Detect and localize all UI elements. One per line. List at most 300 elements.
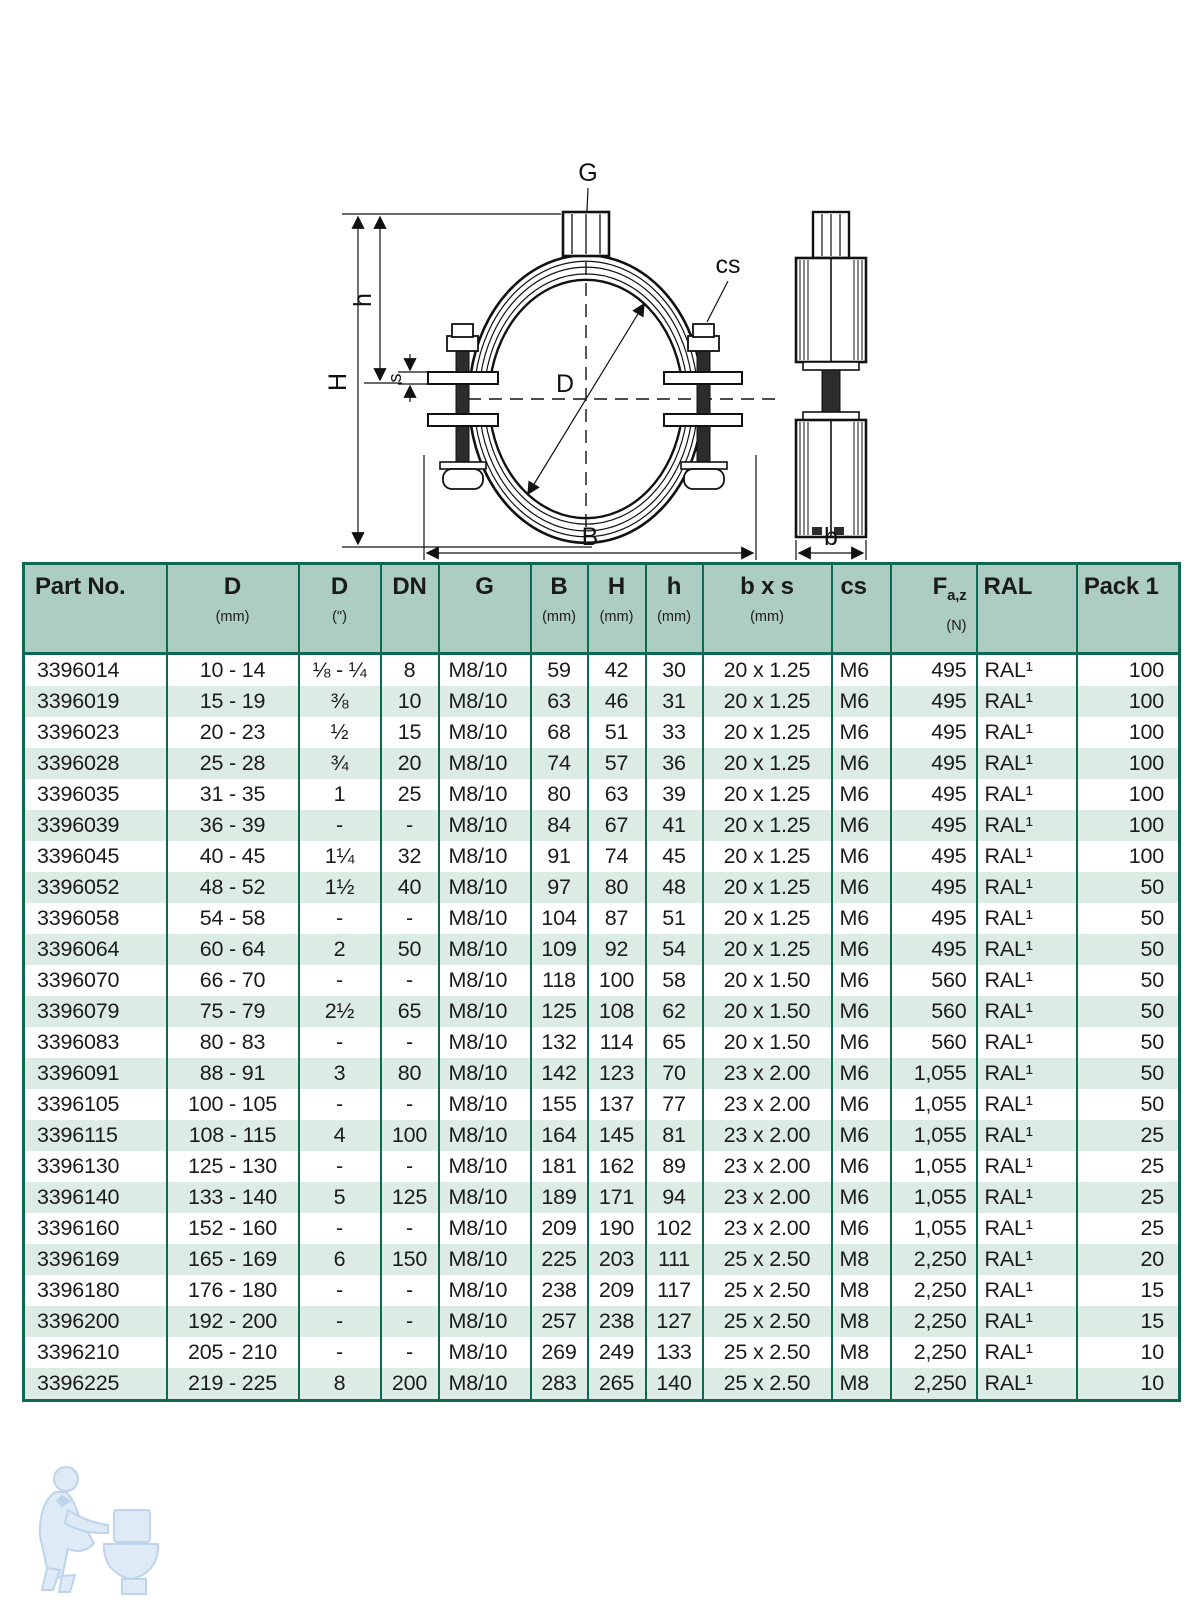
- cell-dmm: 66 - 70: [167, 965, 299, 996]
- cell-faz: 1,055: [891, 1213, 977, 1244]
- cell-partno: 3396200: [37, 1309, 120, 1333]
- cell-dmm: 15 - 19: [167, 686, 299, 717]
- cell-faz: 560: [891, 996, 977, 1027]
- cell-h_cap: 265: [588, 1368, 646, 1401]
- cell-ral: RAL¹: [977, 1213, 1077, 1244]
- cell-partno: 3396130: [37, 1154, 120, 1178]
- cell-h_low: 48: [646, 872, 703, 903]
- cell-cs: M6: [832, 717, 891, 748]
- cell-pack: 50: [1077, 965, 1180, 996]
- cell-dmm: 31 - 35: [167, 779, 299, 810]
- cell-g: M8/10: [439, 1089, 531, 1120]
- table-row: [24, 1275, 1180, 1306]
- cell-h_low: 54: [646, 934, 703, 965]
- cell-dn: 200: [381, 1368, 439, 1401]
- cell-dmm: 80 - 83: [167, 1027, 299, 1058]
- cell-bxs: 23 x 2.00: [703, 1089, 832, 1120]
- cell-bxs: 20 x 1.25: [703, 779, 832, 810]
- col-header-bxs: b x s (mm): [703, 564, 832, 654]
- cell-partno: 3396045: [37, 844, 120, 868]
- cell-ral: RAL¹: [977, 965, 1077, 996]
- cell-cs: M8: [832, 1244, 891, 1275]
- cell-bxs: 25 x 2.50: [703, 1368, 832, 1401]
- cell-g: M8/10: [439, 1244, 531, 1275]
- cell-partno: 3396169: [37, 1247, 120, 1271]
- right-closure-screw: [664, 324, 742, 489]
- cell-b_cap: 59: [531, 654, 588, 687]
- label-thread-G: G: [578, 159, 598, 187]
- cell-faz: 2,250: [891, 1244, 977, 1275]
- cell-dn: -: [381, 1275, 439, 1306]
- cell-pack: 10: [1077, 1368, 1180, 1401]
- cell-din: -: [299, 1337, 381, 1368]
- cell-faz: 2,250: [891, 1275, 977, 1306]
- cell-din: ⅜: [299, 686, 381, 717]
- cell-h_low: 140: [646, 1368, 703, 1401]
- cell-b_cap: 189: [531, 1182, 588, 1213]
- col-header-dn: DN: [381, 564, 439, 654]
- cell-dmm: 125 - 130: [167, 1151, 299, 1182]
- table-row: [24, 1151, 1180, 1182]
- cell-bxs: 25 x 2.50: [703, 1337, 832, 1368]
- table-row: [24, 841, 1180, 872]
- cell-h_low: 65: [646, 1027, 703, 1058]
- cell-ral: RAL¹: [977, 1306, 1077, 1337]
- cell-dn: 80: [381, 1058, 439, 1089]
- cell-dmm: 152 - 160: [167, 1213, 299, 1244]
- table-row: [24, 1089, 1180, 1120]
- table-row: [24, 810, 1180, 841]
- col-header-ral: RAL: [977, 564, 1077, 654]
- cell-g: M8/10: [439, 717, 531, 748]
- cell-cs: M6: [832, 965, 891, 996]
- cell-g: M8/10: [439, 1182, 531, 1213]
- cell-cs: M6: [832, 934, 891, 965]
- cell-dn: 50: [381, 934, 439, 965]
- cell-cs: M6: [832, 810, 891, 841]
- cell-ral: RAL¹: [977, 779, 1077, 810]
- cell-dn: -: [381, 810, 439, 841]
- cell-h_low: 133: [646, 1337, 703, 1368]
- cell-pack: 100: [1077, 686, 1180, 717]
- cell-g: M8/10: [439, 965, 531, 996]
- cell-h_cap: 249: [588, 1337, 646, 1368]
- cell-dmm: 88 - 91: [167, 1058, 299, 1089]
- cell-cs: M6: [832, 1120, 891, 1151]
- cell-pack: 50: [1077, 872, 1180, 903]
- cell-dn: -: [381, 1306, 439, 1337]
- cell-pack: 50: [1077, 934, 1180, 965]
- cell-ral: RAL¹: [977, 1058, 1077, 1089]
- cell-h_cap: 63: [588, 779, 646, 810]
- cell-pack: 15: [1077, 1275, 1180, 1306]
- cell-partno: 3396140: [37, 1185, 120, 1209]
- cell-h_cap: 42: [588, 654, 646, 687]
- cell-h_cap: 145: [588, 1120, 646, 1151]
- cell-dn: 150: [381, 1244, 439, 1275]
- cell-dmm: 165 - 169: [167, 1244, 299, 1275]
- cell-dn: 25: [381, 779, 439, 810]
- plumber-with-toilet-icon: [40, 1467, 158, 1594]
- cell-ral: RAL¹: [977, 872, 1077, 903]
- cell-b_cap: 125: [531, 996, 588, 1027]
- cell-cs: M8: [832, 1306, 891, 1337]
- cell-cs: M6: [832, 748, 891, 779]
- cell-h_cap: 51: [588, 717, 646, 748]
- col-header-g: G: [439, 564, 531, 654]
- cell-din: -: [299, 810, 381, 841]
- cell-ral: RAL¹: [977, 1151, 1077, 1182]
- cell-bxs: 20 x 1.25: [703, 841, 832, 872]
- cell-faz: 560: [891, 1027, 977, 1058]
- cell-h_low: 81: [646, 1120, 703, 1151]
- cell-g: M8/10: [439, 779, 531, 810]
- cell-b_cap: 109: [531, 934, 588, 965]
- cell-faz: 495: [891, 748, 977, 779]
- cell-h_cap: 162: [588, 1151, 646, 1182]
- label-diameter-D: D: [555, 370, 574, 398]
- cell-cs: M6: [832, 1151, 891, 1182]
- cell-faz: 495: [891, 903, 977, 934]
- cell-pack: 25: [1077, 1120, 1180, 1151]
- cell-bxs: 23 x 2.00: [703, 1182, 832, 1213]
- cell-dmm: 176 - 180: [167, 1275, 299, 1306]
- cell-pack: 10: [1077, 1337, 1180, 1368]
- cell-g: M8/10: [439, 686, 531, 717]
- cell-cs: M8: [832, 1368, 891, 1401]
- cell-faz: 495: [891, 779, 977, 810]
- technical-drawing: [0, 0, 1200, 560]
- table-row: [24, 717, 1180, 748]
- cell-partno: 3396070: [37, 968, 120, 992]
- cell-bxs: 25 x 2.50: [703, 1306, 832, 1337]
- col-header-cs: cs: [832, 564, 891, 654]
- cell-b_cap: 118: [531, 965, 588, 996]
- cell-bxs: 20 x 1.25: [703, 686, 832, 717]
- cell-partno: 3396014: [37, 658, 120, 682]
- table-row: [24, 1027, 1180, 1058]
- cell-pack: 100: [1077, 779, 1180, 810]
- cell-h_low: 51: [646, 903, 703, 934]
- cell-ral: RAL¹: [977, 1337, 1077, 1368]
- cell-h_cap: 80: [588, 872, 646, 903]
- label-band-width-b: b: [824, 523, 838, 551]
- cell-faz: 560: [891, 965, 977, 996]
- cell-bxs: 20 x 1.50: [703, 996, 832, 1027]
- col-header-h_low: h (mm): [646, 564, 703, 654]
- col-header-partno: Part No.: [24, 564, 167, 654]
- cell-h_cap: 108: [588, 996, 646, 1027]
- cell-dmm: 192 - 200: [167, 1306, 299, 1337]
- cell-partno: 3396105: [37, 1092, 120, 1116]
- cell-g: M8/10: [439, 903, 531, 934]
- cell-dmm: 219 - 225: [167, 1368, 299, 1401]
- cell-h_low: 111: [646, 1244, 703, 1275]
- cell-partno: 3396052: [37, 875, 120, 899]
- cell-faz: 1,055: [891, 1089, 977, 1120]
- cell-dmm: 60 - 64: [167, 934, 299, 965]
- cell-dmm: 75 - 79: [167, 996, 299, 1027]
- cell-din: ¾: [299, 748, 381, 779]
- cell-cs: M6: [832, 841, 891, 872]
- cell-dn: 20: [381, 748, 439, 779]
- cell-faz: 2,250: [891, 1368, 977, 1401]
- cell-dmm: 48 - 52: [167, 872, 299, 903]
- cell-b_cap: 74: [531, 748, 588, 779]
- cell-h_low: 33: [646, 717, 703, 748]
- cell-partno: 3396023: [37, 720, 120, 744]
- col-header-dmm: D (mm): [167, 564, 299, 654]
- cell-faz: 1,055: [891, 1182, 977, 1213]
- cell-din: 2: [299, 934, 381, 965]
- cell-faz: 495: [891, 841, 977, 872]
- cell-faz: 495: [891, 717, 977, 748]
- cell-h_cap: 190: [588, 1213, 646, 1244]
- cell-h_cap: 171: [588, 1182, 646, 1213]
- cell-din: ⅛ - ¼: [299, 654, 381, 687]
- cell-pack: 100: [1077, 748, 1180, 779]
- cell-dn: 65: [381, 996, 439, 1027]
- cell-din: -: [299, 965, 381, 996]
- cell-cs: M6: [832, 996, 891, 1027]
- table-row: [24, 934, 1180, 965]
- cell-dmm: 40 - 45: [167, 841, 299, 872]
- cell-dn: 32: [381, 841, 439, 872]
- cell-g: M8/10: [439, 748, 531, 779]
- cell-bxs: 23 x 2.00: [703, 1151, 832, 1182]
- label-thickness-s: s: [385, 373, 405, 383]
- cell-h_cap: 92: [588, 934, 646, 965]
- cell-bxs: 25 x 2.50: [703, 1244, 832, 1275]
- cell-h_low: 94: [646, 1182, 703, 1213]
- table-row: [24, 1244, 1180, 1275]
- table-row: [24, 1120, 1180, 1151]
- table-row: [24, 779, 1180, 810]
- cell-partno: 3396058: [37, 906, 120, 930]
- cell-h_low: 31: [646, 686, 703, 717]
- cell-din: 1½: [299, 872, 381, 903]
- cell-cs: M6: [832, 779, 891, 810]
- cell-partno: 3396225: [37, 1371, 120, 1395]
- cell-g: M8/10: [439, 996, 531, 1027]
- cell-bxs: 20 x 1.50: [703, 1027, 832, 1058]
- cell-partno: 3396064: [37, 937, 120, 961]
- cell-ral: RAL¹: [977, 934, 1077, 965]
- cell-h_cap: 87: [588, 903, 646, 934]
- cell-b_cap: 84: [531, 810, 588, 841]
- cell-dn: -: [381, 1151, 439, 1182]
- dimension-table-wrap: [22, 562, 1178, 1402]
- cell-ral: RAL¹: [977, 1182, 1077, 1213]
- cell-h_cap: 114: [588, 1027, 646, 1058]
- col-header-din: D ("): [299, 564, 381, 654]
- cell-g: M8/10: [439, 654, 531, 687]
- cell-din: 6: [299, 1244, 381, 1275]
- cell-din: 8: [299, 1368, 381, 1401]
- cell-cs: M6: [832, 1182, 891, 1213]
- cell-b_cap: 164: [531, 1120, 588, 1151]
- cell-b_cap: 63: [531, 686, 588, 717]
- cell-din: -: [299, 903, 381, 934]
- cell-cs: M6: [832, 686, 891, 717]
- cell-g: M8/10: [439, 934, 531, 965]
- cell-ral: RAL¹: [977, 1027, 1077, 1058]
- cell-ral: RAL¹: [977, 1089, 1077, 1120]
- cell-dmm: 133 - 140: [167, 1182, 299, 1213]
- cell-b_cap: 104: [531, 903, 588, 934]
- cell-b_cap: 181: [531, 1151, 588, 1182]
- cell-partno: 3396028: [37, 751, 120, 775]
- cell-partno: 3396039: [37, 813, 120, 837]
- cell-g: M8/10: [439, 1306, 531, 1337]
- centerlines: [468, 262, 778, 532]
- table-body: [24, 654, 1180, 1401]
- cell-bxs: 20 x 1.25: [703, 810, 832, 841]
- cell-dn: -: [381, 1089, 439, 1120]
- table-row: [24, 1306, 1180, 1337]
- cell-partno: 3396091: [37, 1061, 120, 1085]
- cell-b_cap: 238: [531, 1275, 588, 1306]
- cell-h_low: 77: [646, 1089, 703, 1120]
- cell-ral: RAL¹: [977, 1244, 1077, 1275]
- cell-ral: RAL¹: [977, 748, 1077, 779]
- table-row: [24, 1058, 1180, 1089]
- table-row: [24, 1368, 1180, 1401]
- cell-pack: 20: [1077, 1244, 1180, 1275]
- cell-b_cap: 132: [531, 1027, 588, 1058]
- cell-pack: 50: [1077, 996, 1180, 1027]
- cell-pack: 50: [1077, 1058, 1180, 1089]
- cell-bxs: 20 x 1.25: [703, 903, 832, 934]
- cell-pack: 25: [1077, 1213, 1180, 1244]
- cell-bxs: 25 x 2.50: [703, 1275, 832, 1306]
- cell-h_low: 36: [646, 748, 703, 779]
- table-row: [24, 903, 1180, 934]
- cell-bxs: 20 x 1.25: [703, 872, 832, 903]
- table-row: [24, 872, 1180, 903]
- cell-b_cap: 209: [531, 1213, 588, 1244]
- cell-b_cap: 269: [531, 1337, 588, 1368]
- table-row: [24, 1182, 1180, 1213]
- cell-din: -: [299, 1306, 381, 1337]
- cell-din: 2½: [299, 996, 381, 1027]
- cell-bxs: 20 x 1.25: [703, 934, 832, 965]
- cell-b_cap: 97: [531, 872, 588, 903]
- cell-ral: RAL¹: [977, 841, 1077, 872]
- cell-faz: 495: [891, 686, 977, 717]
- cell-dmm: 36 - 39: [167, 810, 299, 841]
- cell-dn: 125: [381, 1182, 439, 1213]
- cell-bxs: 23 x 2.00: [703, 1058, 832, 1089]
- cell-pack: 25: [1077, 1151, 1180, 1182]
- cell-bxs: 20 x 1.50: [703, 965, 832, 996]
- table-row: [24, 1213, 1180, 1244]
- cell-partno: 3396160: [37, 1216, 120, 1240]
- table-row: [24, 1337, 1180, 1368]
- cell-cs: M6: [832, 654, 891, 687]
- cell-ral: RAL¹: [977, 996, 1077, 1027]
- cell-pack: 100: [1077, 841, 1180, 872]
- cell-cs: M8: [832, 1337, 891, 1368]
- cell-partno: 3396210: [37, 1340, 120, 1364]
- table-row: [24, 654, 1180, 687]
- cell-bxs: 20 x 1.25: [703, 748, 832, 779]
- cell-h_cap: 74: [588, 841, 646, 872]
- table-row: [24, 748, 1180, 779]
- cell-b_cap: 91: [531, 841, 588, 872]
- cell-din: -: [299, 1213, 381, 1244]
- cell-partno: 3396035: [37, 782, 120, 806]
- cell-h_low: 70: [646, 1058, 703, 1089]
- cell-cs: M6: [832, 1213, 891, 1244]
- cell-faz: 1,055: [891, 1151, 977, 1182]
- cell-g: M8/10: [439, 1337, 531, 1368]
- cell-cs: M8: [832, 1275, 891, 1306]
- cell-dmm: 20 - 23: [167, 717, 299, 748]
- cell-faz: 1,055: [891, 1058, 977, 1089]
- cell-partno: 3396180: [37, 1278, 120, 1302]
- cell-g: M8/10: [439, 1213, 531, 1244]
- cell-pack: 50: [1077, 903, 1180, 934]
- cell-dmm: 25 - 28: [167, 748, 299, 779]
- cell-ral: RAL¹: [977, 654, 1077, 687]
- cell-h_low: 30: [646, 654, 703, 687]
- cell-b_cap: 257: [531, 1306, 588, 1337]
- cell-h_low: 102: [646, 1213, 703, 1244]
- plumber-watermark: [22, 1452, 182, 1600]
- cell-faz: 2,250: [891, 1306, 977, 1337]
- cell-din: 5: [299, 1182, 381, 1213]
- cell-cs: M6: [832, 1089, 891, 1120]
- cell-cs: M6: [832, 1058, 891, 1089]
- cell-g: M8/10: [439, 1120, 531, 1151]
- cell-partno: 3396079: [37, 999, 120, 1023]
- cell-din: ½: [299, 717, 381, 748]
- cell-din: 4: [299, 1120, 381, 1151]
- cell-h_cap: 209: [588, 1275, 646, 1306]
- cell-faz: 495: [891, 872, 977, 903]
- cell-ral: RAL¹: [977, 810, 1077, 841]
- cell-h_low: 117: [646, 1275, 703, 1306]
- cell-faz: 495: [891, 654, 977, 687]
- label-closure-screw-cs: cs: [715, 251, 741, 279]
- header-row: [24, 564, 1180, 654]
- cell-dn: -: [381, 1027, 439, 1058]
- cell-dn: -: [381, 965, 439, 996]
- cell-h_low: 127: [646, 1306, 703, 1337]
- col-header-b_cap: B (mm): [531, 564, 588, 654]
- cell-h_low: 41: [646, 810, 703, 841]
- cell-b_cap: 155: [531, 1089, 588, 1120]
- label-height-H: H: [324, 372, 352, 392]
- cell-h_cap: 203: [588, 1244, 646, 1275]
- cell-h_cap: 137: [588, 1089, 646, 1120]
- cell-g: M8/10: [439, 810, 531, 841]
- cell-ral: RAL¹: [977, 686, 1077, 717]
- cell-g: M8/10: [439, 841, 531, 872]
- cell-pack: 100: [1077, 654, 1180, 687]
- cell-ral: RAL¹: [977, 1120, 1077, 1151]
- cell-faz: 1,055: [891, 1120, 977, 1151]
- cell-h_cap: 57: [588, 748, 646, 779]
- cell-b_cap: 142: [531, 1058, 588, 1089]
- cell-cs: M6: [832, 872, 891, 903]
- cell-faz: 495: [891, 934, 977, 965]
- cell-dn: -: [381, 1337, 439, 1368]
- cell-cs: M6: [832, 1027, 891, 1058]
- cell-g: M8/10: [439, 1151, 531, 1182]
- cell-partno: 3396019: [37, 689, 120, 713]
